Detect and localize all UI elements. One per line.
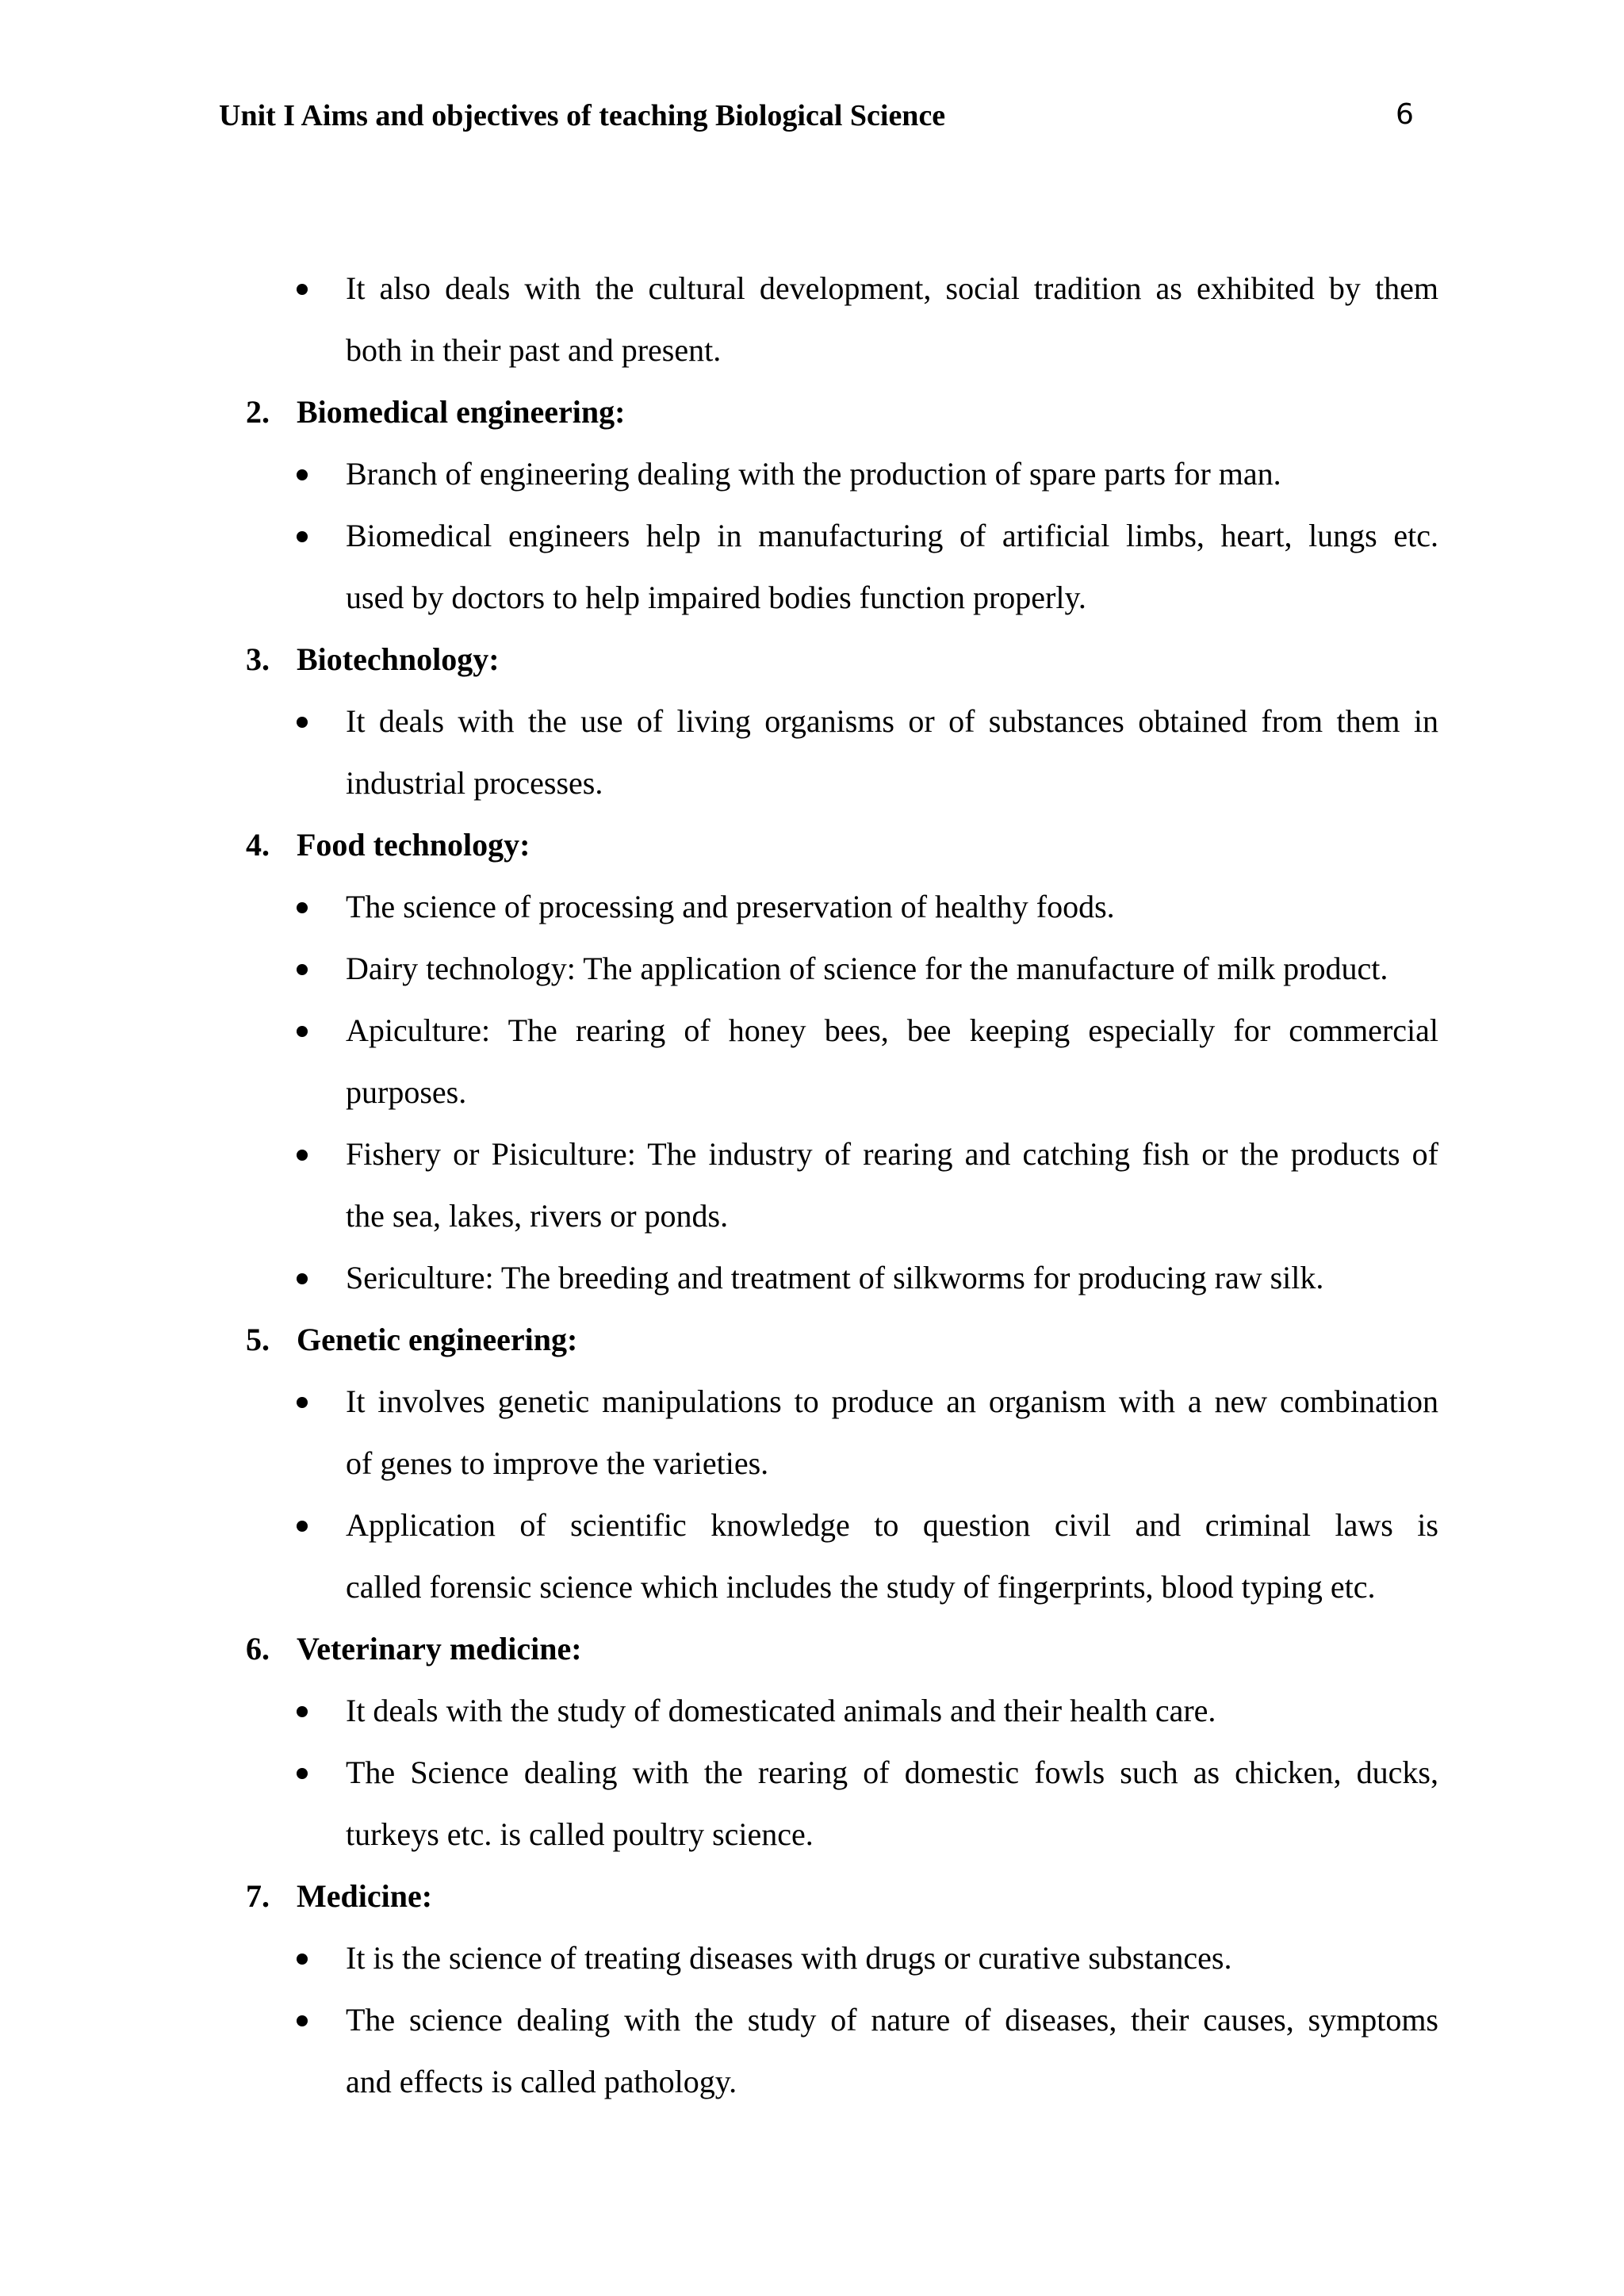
page-header	[0, 0, 1624, 159]
bullet-text: Sericulture: The breeding and treatment of silkworms for producing raw silk.	[346, 1260, 1324, 1295]
bullet-text: Fishery or Pisiculture: The industry of rearing and catching fish or the products of	[346, 1136, 1438, 1172]
bullet-icon	[297, 1150, 308, 1161]
bullet-text: It involves genetic manipulations to produce an organism with a new combination	[346, 1383, 1438, 1419]
bullet-text: It also deals with the cultural development, social tradition as exhibited by them	[346, 270, 1438, 306]
bullet-icon	[297, 1026, 308, 1037]
bullet-text-continuation: of genes to improve the varieties.	[346, 1445, 769, 1481]
bullet-text-continuation: the sea, lakes, rivers or ponds.	[346, 1198, 729, 1234]
bullet-text-continuation: used by doctors to help impaired bodies function properly.	[346, 580, 1086, 615]
bullet-text: Apiculture: The rearing of honey bees, bee keeping especially for commercial	[346, 1012, 1438, 1048]
bullet-text-continuation: turkeys etc. is called poultry science.	[346, 1816, 814, 1852]
bullet-text: The Science dealing with the rearing of domestic fowls such as chicken, ducks,	[346, 1755, 1438, 1790]
section-heading: Biotechnology:	[297, 641, 500, 677]
bullet-text: Application of scientific knowledge to question civil and criminal laws is	[346, 1507, 1438, 1543]
bullet-icon	[297, 1706, 308, 1717]
bullet-icon	[297, 1954, 308, 1965]
bullet-text: The science of processing and preservation of healthy foods.	[346, 889, 1115, 924]
bullet-text: It deals with the study of domesticated animals and their health care.	[346, 1693, 1216, 1728]
bullet-text-continuation: and effects is called pathology.	[346, 2064, 737, 2099]
section-heading: Medicine:	[297, 1878, 433, 1914]
bullet-icon	[297, 1273, 308, 1284]
header-title: Unit I Aims and objectives of teaching Biological Science	[219, 99, 946, 132]
bullet-text: Dairy technology: The application of science for the manufacture of milk product.	[346, 951, 1388, 986]
bullet-icon	[297, 2015, 308, 2026]
bullet-text: Biomedical engineers help in manufacturing of artificial limbs, heart, lungs etc.	[346, 518, 1438, 553]
bullet-icon	[297, 1521, 308, 1532]
section-heading: Biomedical engineering:	[297, 394, 626, 430]
bullet-icon	[297, 964, 308, 975]
section-number: 2.	[246, 394, 270, 430]
section-number: 4.	[246, 827, 270, 863]
bullet-icon	[297, 1397, 308, 1408]
page-number: 6	[1396, 98, 1414, 131]
section-heading: Veterinary medicine:	[297, 1631, 582, 1667]
bullet-text: The science dealing with the study of nature of diseases, their causes, symptoms	[346, 2002, 1438, 2038]
bullet-icon	[297, 902, 308, 913]
bullet-text-continuation: purposes.	[346, 1074, 467, 1110]
bullet-text-continuation: called forensic science which includes the study of fingerprints, blood typing etc.	[346, 1569, 1376, 1605]
bullet-text-continuation: both in their past and present.	[346, 332, 722, 368]
bullet-icon	[297, 717, 308, 728]
section-number: 3.	[246, 641, 270, 677]
section-number: 7.	[246, 1878, 270, 1914]
bullet-text: It is the science of treating diseases with drugs or curative substances.	[346, 1940, 1232, 1976]
bullet-icon	[297, 284, 308, 295]
bullet-text-continuation: industrial processes.	[346, 765, 603, 801]
bullet-text: Branch of engineering dealing with the production of spare parts for man.	[346, 456, 1281, 492]
section-number: 5.	[246, 1322, 270, 1357]
section-number: 6.	[246, 1631, 270, 1667]
bullet-icon	[297, 1768, 308, 1779]
bullet-text: It deals with the use of living organisms or of substances obtained from them in	[346, 703, 1438, 739]
bullet-icon	[297, 531, 308, 542]
section-heading: Genetic engineering:	[297, 1322, 578, 1357]
bullet-icon	[297, 469, 308, 480]
section-heading: Food technology:	[297, 827, 530, 863]
